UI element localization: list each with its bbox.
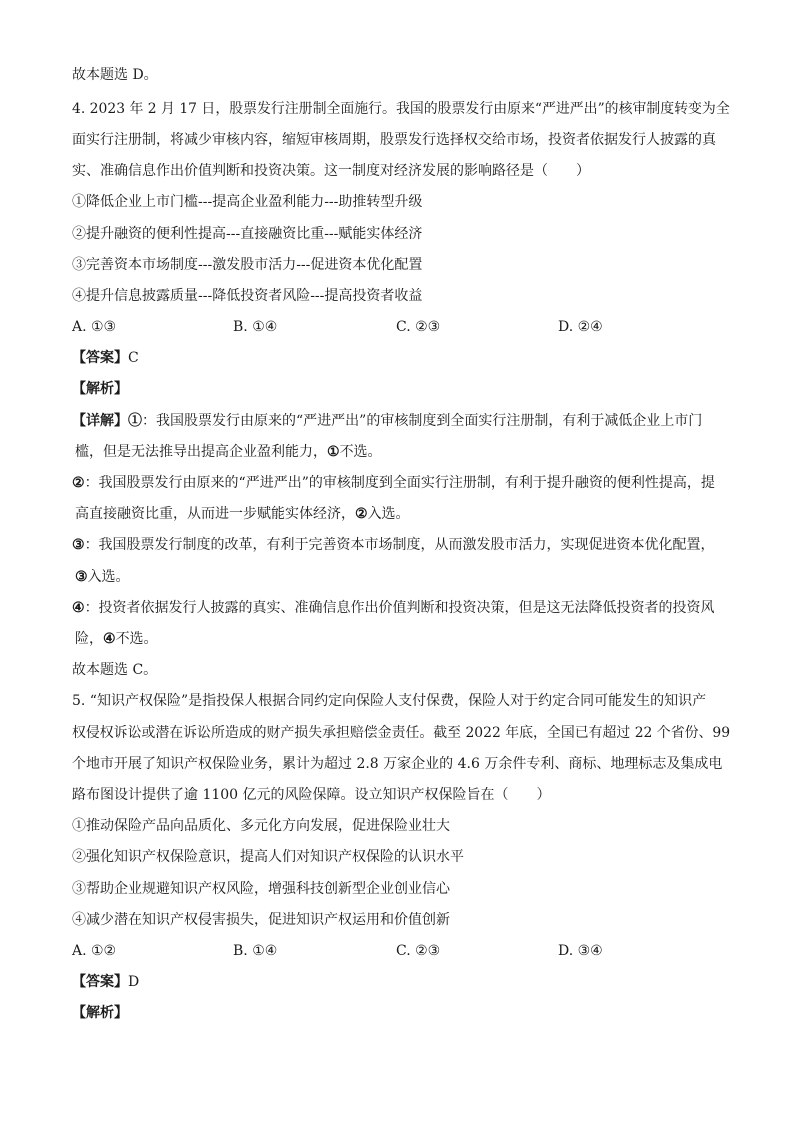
q4-item-4: ④提升信息披露质量---降低投资者风险---提高投资者收益	[72, 288, 423, 304]
q5-item-4: ④减少潜在知识产权侵害损失，促进知识产权运用和价值创新	[72, 912, 450, 928]
q4-option-b: B. ①④	[233, 319, 278, 335]
q5-option-b: B. ①④	[233, 943, 278, 959]
q4-option-c: C. ②③	[396, 319, 441, 335]
detail-label: 【详解】	[72, 413, 128, 429]
q5-answer	[72, 973, 139, 991]
answer-label: 【答案】	[72, 350, 128, 366]
q4-detail-2-line-2: 高直接融资比重，从而进一步赋能实体经济，②入选。	[75, 506, 410, 522]
q4-item-2: ②提升融资的便利性提高---直接融资比重---赋能实体经济	[72, 226, 423, 242]
q5-item-3: ③帮助企业规避知识产权风险，增强科技创新型企业创业信心	[72, 881, 450, 897]
q4-stem-line-1: 4. 2023 年 2 月 17 日，股票发行注册制全面施行。我国的股票发行由原来“严进严出”的核审制度转变为全	[72, 101, 730, 117]
q4-detail-2-line-1: ②：我国股票发行由原来的“严进严出”的审核制度到全面实行注册制，有利于提升融资的便利性提高，提	[72, 475, 715, 491]
q4-detail-4-line-2: 险，④不选。	[75, 631, 158, 647]
q4-option-d: D. ②④	[558, 319, 603, 335]
q4-detail-1-line-2: 槛，但是无法推导出提高企业盈利能力，①不选。	[75, 444, 382, 460]
q5-option-d: D. ③④	[558, 943, 603, 959]
answer-label: 【答案】	[72, 974, 128, 990]
q4-analysis-label: 【解析】	[72, 381, 128, 397]
q4-answer	[72, 349, 139, 367]
q4-item-1: ①降低企业上市门槛---提高企业盈利能力---助推转型升级	[72, 194, 423, 210]
q4-stem-line-2: 面实行注册制，将减少审核内容，缩短审核周期，股票发行选择权交给市场，投资者依据发行人披露的真	[72, 132, 716, 148]
answer-value: C	[128, 350, 139, 366]
q4-item-3: ③完善资本市场制度---激发股市活力---促进资本优化配置	[72, 257, 423, 273]
q4-detail-3-line-1: ③：我国股票发行制度的改革，有利于完善资本市场制度，从而激发股市活力，实现促进资本优化配置，	[72, 537, 715, 553]
q4-detail-4-line-1: ④：投资者依据发行人披露的真实、准确信息作出价值判断和投资决策，但是这无法降低投资者的投资风	[72, 600, 715, 616]
q4-stem-line-3: 实、准确信息作出价值判断和投资决策。这一制度对经济发展的影响路径是（ ）	[72, 163, 590, 179]
q5-item-1: ①推动保险产品向品质化、多元化方向发展，促进保险业壮大	[72, 818, 450, 834]
q5-stem-line-3: 个地市开展了知识产权保险业务，累计为超过 2.8 万家企业的 4.6 万余件专利、商标、地理标志及集成电	[72, 756, 723, 772]
q5-option-a: A. ①②	[72, 943, 117, 959]
q3-conclusion: 故本题选 D。	[72, 67, 158, 83]
q4-option-a: A. ①③	[72, 319, 117, 335]
q4-detail-1-line-1: 【详解】①：我国股票发行由原来的“严进严出”的审核制度到全面实行注册制，有利于减低企业上市门	[72, 413, 703, 429]
q5-stem-line-2: 权侵权诉讼或潜在诉讼所造成的财产损失承担赔偿金责任。截至 2022 年底，全国已有超过 22 个省份、99	[72, 725, 731, 741]
q5-option-c: C. ②③	[396, 943, 441, 959]
q5-stem-line-1: 5. “知识产权保险”是指投保人根据合同约定向保险人支付保费，保险人对于约定合同可能发生的知识产	[72, 693, 707, 709]
q5-analysis-label: 【解析】	[72, 1005, 128, 1021]
answer-value: D	[128, 974, 140, 990]
q5-stem-line-4: 路布图设计提供了逾 1100 亿元的风险保障。设立知识产权保险旨在（ ）	[72, 787, 551, 803]
q4-detail-3-line-2: ③入选。	[75, 569, 130, 585]
q5-item-2: ②强化知识产权保险意识，提高人们对知识产权保险的认识水平	[72, 849, 464, 865]
q4-conclusion: 故本题选 C。	[72, 662, 158, 678]
